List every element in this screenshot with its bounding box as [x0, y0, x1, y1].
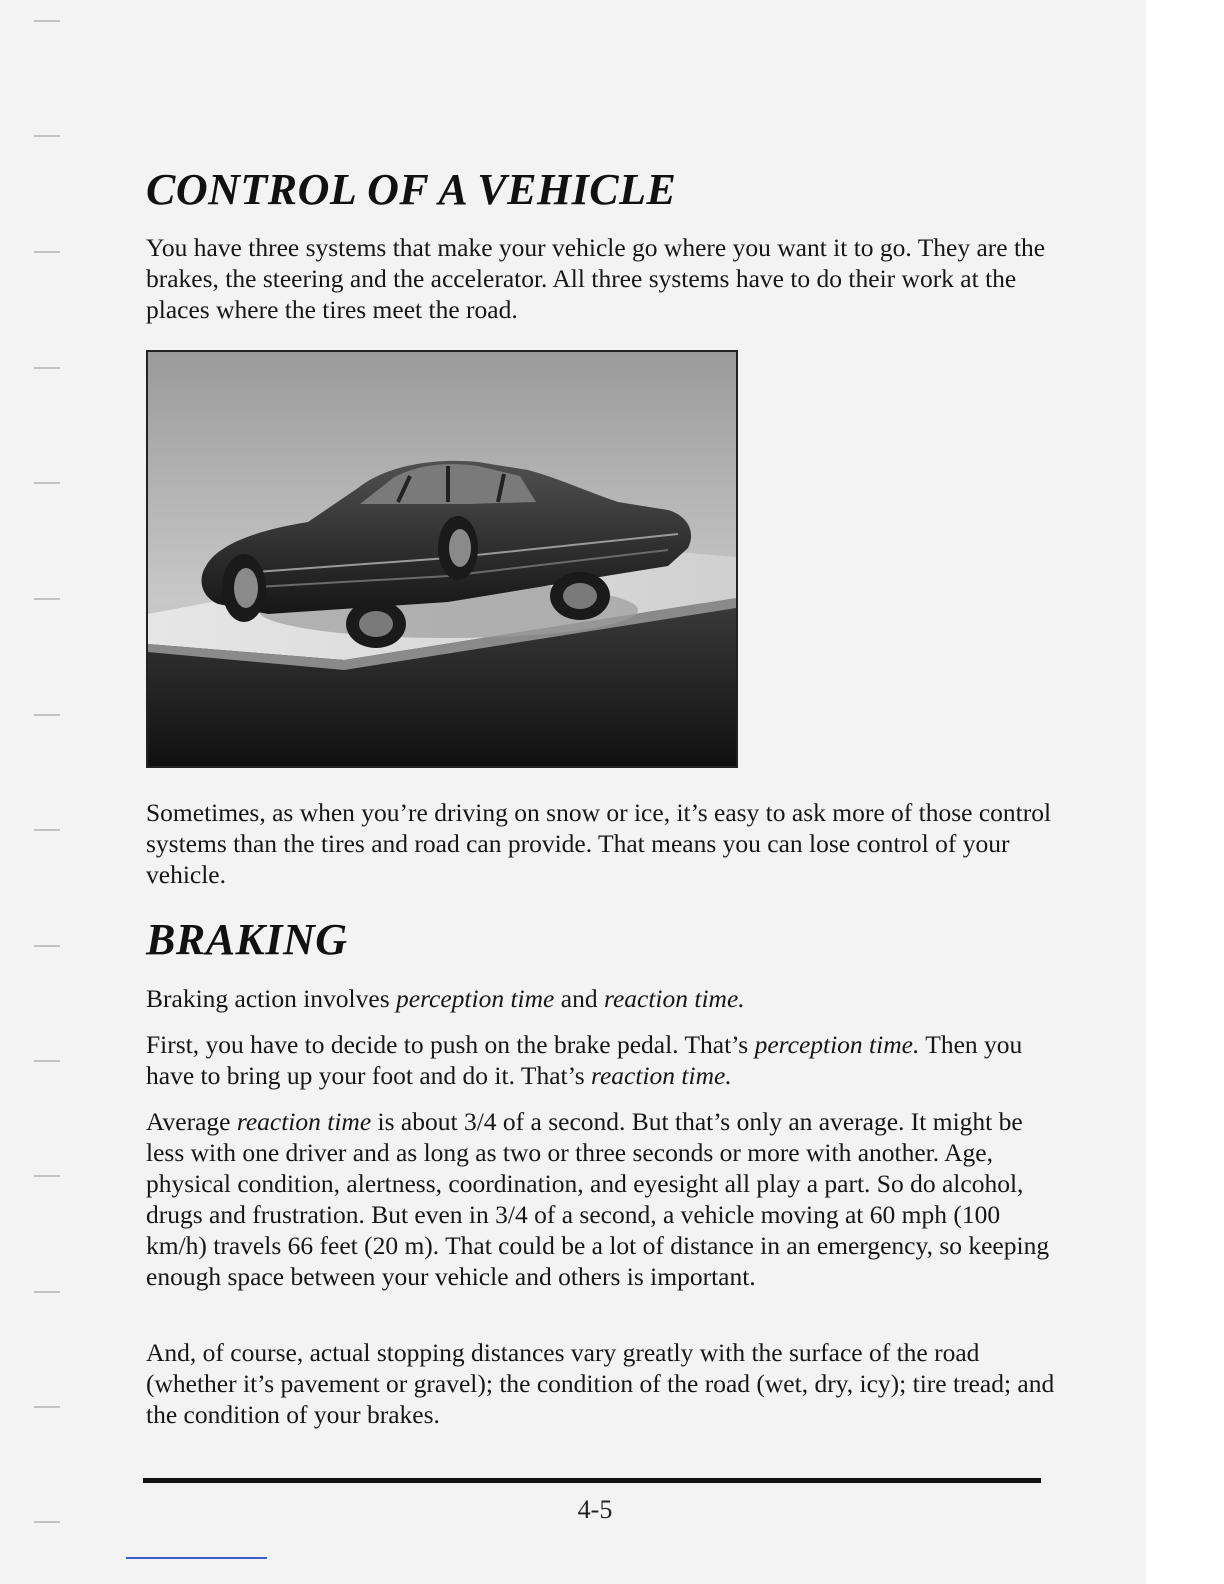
braking-paragraph-3 [146, 1106, 1056, 1292]
text-span: and [554, 984, 604, 1013]
footer-rule [143, 1478, 1041, 1483]
braking-paragraph-4: And, of course, actual stopping distances vary greatly with the surface of the road (whether it’s pavement or gravel); the condition of the road (wet, dry, icy); tire tread; and the condition of your brakes. [146, 1338, 1055, 1429]
braking-paragraph-1 [146, 983, 1056, 1014]
margin-tick [34, 714, 60, 716]
margin-tick [34, 1521, 60, 1523]
margin-tick [34, 829, 60, 831]
term-perception-time: perception time. [754, 1030, 920, 1059]
term-reaction-time: reaction time. [603, 984, 745, 1013]
page-number: 4-5 [577, 1495, 613, 1524]
margin-tick [34, 20, 60, 22]
term-reaction-time: reaction time. [591, 1061, 732, 1090]
section-heading-braking: BRAKING [146, 915, 348, 964]
text-span: Average [146, 1107, 237, 1136]
car-illustration [146, 350, 738, 768]
text-span: First, you have to decide to push on the brake pedal. That’s [146, 1030, 755, 1059]
link-underline [126, 1557, 267, 1559]
margin-tick [34, 1060, 60, 1062]
margin-tick [34, 135, 60, 137]
margin-tick [34, 1406, 60, 1408]
car-on-road-surface-icon [148, 352, 736, 766]
text-span: Then you have to bring up your foot and do it. That’s [146, 1030, 1023, 1090]
text-span: Braking action involves [146, 984, 396, 1013]
margin-tick [34, 367, 60, 369]
loss-of-control-paragraph: Sometimes, as when you’re driving on snow or ice, it’s easy to ask more of those control systems than the tires and road can provide. That means you can lose control of your vehicle. [146, 798, 1052, 889]
term-perception-time: perception time [396, 984, 555, 1013]
braking-paragraph-2 [146, 1029, 1056, 1091]
margin-tick [34, 251, 60, 253]
term-reaction-time: reaction time [236, 1107, 372, 1136]
margin-tick [34, 1175, 60, 1177]
intro-paragraph: You have three systems that make your vehicle go where you want it to go. They are the brakes, the steering and the accelerator. All three systems have to do their work at the places where the tires meet the road. [146, 233, 1046, 324]
text-span: is about 3/4 of a second. But that’s only an average. It might be less with one driver and as long as two or three seconds or more with another. Age, physical condition, alertness, coordination, and eyesight all play a part. So do alcohol, drugs and frustration. But even in 3/4 of a second, a vehicle moving at 60 mph (100 km/h) travels 66 feet (20 m). That could be a lot of distance in an emergency, so keeping enough space between your vehicle and others is important. [146, 1107, 1050, 1291]
margin-tick [34, 482, 60, 484]
margin-tick [34, 598, 60, 600]
margin-tick [34, 945, 60, 947]
section-heading-control: CONTROL OF A VEHICLE [146, 165, 677, 214]
margin-tick [34, 1291, 60, 1293]
